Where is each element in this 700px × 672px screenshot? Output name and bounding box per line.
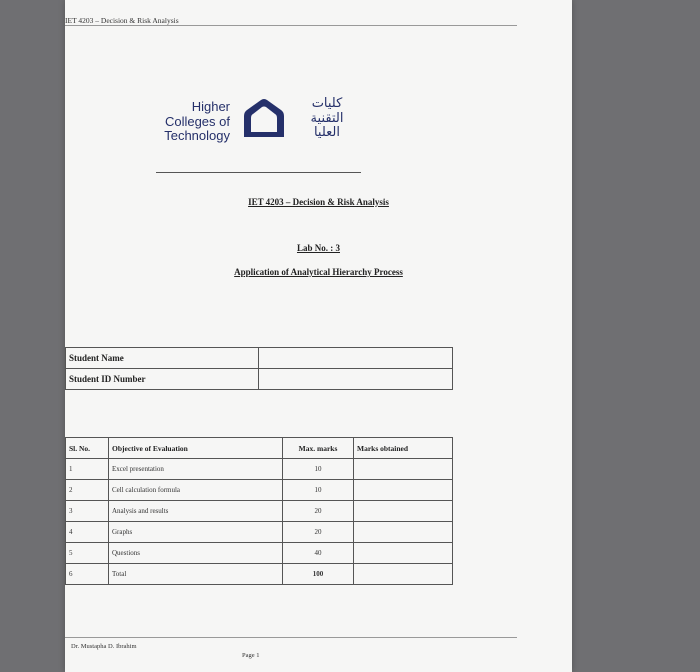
row-number: 5 — [66, 543, 109, 564]
logo-arabic-line: التقنية — [310, 110, 344, 126]
row-max-marks: 20 — [283, 501, 354, 522]
column-header-objective: Objective of Evaluation — [109, 438, 283, 459]
student-info-table — [65, 347, 453, 390]
table-row — [66, 480, 453, 501]
column-header-marks-obtained: Marks obtained — [354, 438, 453, 459]
row-max-marks: 40 — [283, 543, 354, 564]
lab-title: Application of Analytical Hierarchy Process — [234, 267, 403, 277]
column-header-max-marks: Max. marks — [283, 438, 354, 459]
logo-divider — [156, 172, 361, 173]
row-marks-obtained[interactable] — [354, 480, 453, 501]
student-id-label: Student ID Number — [66, 369, 259, 390]
student-id-field[interactable] — [259, 369, 453, 390]
row-max-marks: 20 — [283, 522, 354, 543]
row-number: 3 — [66, 501, 109, 522]
header-divider — [65, 25, 517, 26]
table-row — [66, 543, 453, 564]
table-row — [66, 348, 453, 369]
row-objective: Questions — [109, 543, 283, 564]
row-objective: Total — [109, 564, 283, 585]
logo-english-line: Technology — [164, 128, 230, 143]
footer-author: Dr. Mustapha D. Ibrahim — [71, 643, 137, 650]
page-number: Page 1 — [242, 652, 260, 659]
logo-arabic-text — [287, 97, 367, 141]
row-max-marks: 10 — [283, 459, 354, 480]
row-objective: Analysis and results — [109, 501, 283, 522]
row-objective: Cell calculation formula — [109, 480, 283, 501]
student-name-field[interactable] — [259, 348, 453, 369]
row-objective: Excel presentation — [109, 459, 283, 480]
table-header-row — [66, 438, 453, 459]
table-row — [66, 522, 453, 543]
footer-divider — [65, 637, 517, 638]
row-number: 4 — [66, 522, 109, 543]
column-header-sl-no: Sl. No. — [66, 438, 109, 459]
row-marks-obtained[interactable] — [354, 501, 453, 522]
student-name-label: Student Name — [66, 348, 259, 369]
row-objective: Graphs — [109, 522, 283, 543]
row-number: 1 — [66, 459, 109, 480]
table-row — [66, 459, 453, 480]
logo-arabic-line: كليات — [311, 96, 343, 111]
course-title: IET 4203 – Decision & Risk Analysis — [248, 197, 389, 207]
hct-logo-icon — [241, 96, 287, 140]
row-max-marks: 100 — [283, 564, 354, 585]
marks-table — [65, 437, 453, 585]
row-marks-obtained[interactable] — [354, 522, 453, 543]
logo-english-line: Higher — [191, 99, 230, 114]
table-row — [66, 369, 453, 390]
running-header: IET 4203 – Decision & Risk Analysis — [65, 16, 179, 25]
logo-english-line: Colleges of — [164, 113, 230, 129]
logo-english-text — [150, 100, 230, 144]
lab-number: Lab No. : 3 — [296, 243, 340, 253]
logo-arabic-line: العليا — [313, 125, 341, 140]
table-row-total — [66, 564, 453, 585]
row-marks-obtained[interactable] — [354, 543, 453, 564]
table-row — [66, 501, 453, 522]
row-number: 2 — [66, 480, 109, 501]
row-marks-obtained[interactable] — [354, 564, 453, 585]
row-number: 6 — [66, 564, 109, 585]
row-marks-obtained[interactable] — [354, 459, 453, 480]
row-max-marks: 10 — [283, 480, 354, 501]
